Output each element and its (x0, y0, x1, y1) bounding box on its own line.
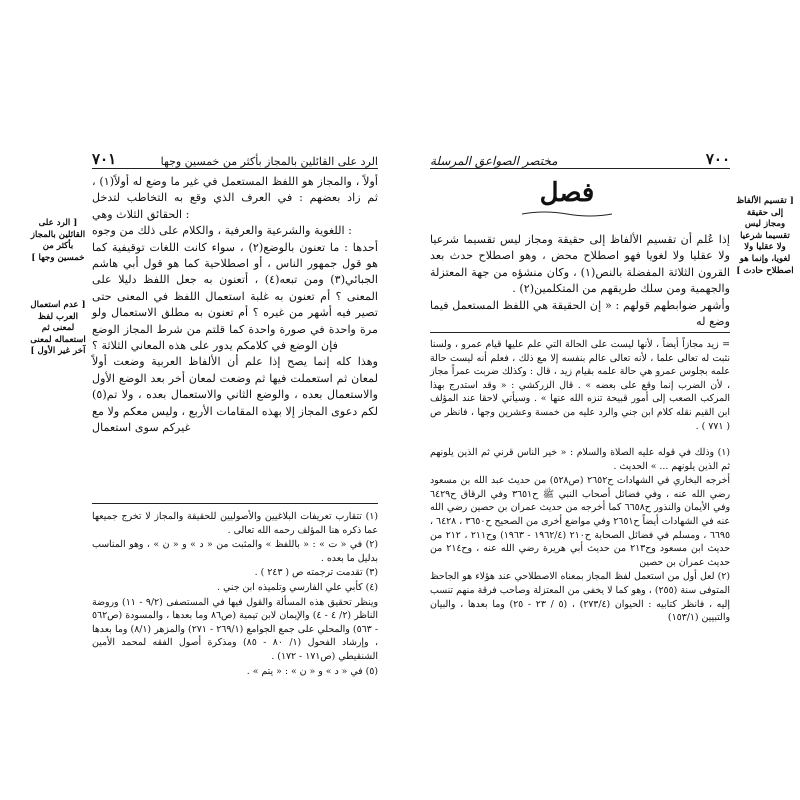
footnote: وينظر تحقيق هذه المسألة والقول فيها في المستصفى (٩/٢ - ١١) وروضة الناظر (٢/ ٤ - ٤) والإيمان لابن تيمية (ص٨٦ وما بعدها ، والمسودة (ص٥٦٢ - ٥٦٣) والمحلي على جمع الجوامع (٢٦٩/١ - ٢٧١) والمزهر (٨/١) وما بعدها ، وإرشاد الفحول (١/ ٨٠ - ٨٥) ومذكرة أصول الفقه لمحمد الأمين الشنقيطي (ص١٧١ - ١٧٢) . (92, 596, 378, 662)
left-footnotes (92, 510, 378, 679)
margin-note: [ عدم استعمال العرب لفظ لمعنى ثم استعماله لمعنى آخر غير الأول ] (30, 300, 86, 357)
footnote: (٤) كأبي علي الفارسي وتلميذه ابن جني . (217, 581, 378, 593)
footnote: (٣) تقدمت ترجمته ص ( ٢٤٣ ) . (254, 567, 378, 579)
paragraph: وأشهر ضوابطهم قولهم : « إن الحقيقة هي اللفظ المستعمل فيما وضع له (430, 298, 730, 329)
footnote-divider (92, 503, 378, 504)
paragraph: اللغوية والشرعية والعرفية ، والكلام على ذلك من وجوه : (92, 224, 352, 238)
page-number: ٧٠١ (92, 150, 117, 168)
heading-ornament (520, 210, 614, 218)
right-page-header (430, 142, 730, 169)
paragraph: أولاً ، والمجاز هو اللفظ المستعمل في غير ما وضع له أولاً(١) ، ثم زاد بعضهم : في العرف الذي وقع به التخاطب لتدخل الحقائق الثلاث وهي : (92, 175, 378, 221)
paragraph: إذا عُلم أن تقسيم الألفاظ إلى حقيقة ومجاز ليس تقسيما شرعيا ولا عقليا ولا لغويا فهو اصطلاح محض ، وهو اصطلاح حدث بعد القرون الثلاثة المفضلة بالنص(١) ، وكان منشؤه من جهة المعتزلة والجهمية ومن سلك طريقهم من المتكلمين(٢) . (430, 233, 730, 296)
footnote: (١) وذلك في قوله عليه الصلاة والسلام : « خير الناس قرني ثم الذين يلونهم ثم الذين يلونهم ... » الحديث . (430, 447, 730, 472)
footnote: (١) تتقارب تعريفات البلاغيين والأصوليين للحقيقة والمجاز لا تخرج جميعها عما ذكره هنا المؤلف رحمه الله تعالى . (92, 511, 378, 536)
section-heading: فصل (539, 178, 595, 208)
right-main-text (430, 232, 730, 330)
paragraph: وهذا كله إنما يصح إذا علم أن الألفاظ العربية وضعت أولاً لمعان ثم استعملت فيها ثم وضعت لمعان أخر بعد الوضع الأول والاستعمال بعده ، والوضع الثاني والاستعمال بعده ، ولا تم(٥) لكم دعوى المجاز إلا بهذه المقامات الأربع ، وليس معكم ولا مع غيركم سوى استعمال (92, 355, 378, 435)
running-title: مختصر الصواعق المرسلة (430, 154, 558, 168)
footnote: (٢) في « ت » : « باللفظ » والمثبت من « د » و « ن » ، وهو المناسب بدليل ما بعده . (92, 539, 378, 564)
continued-footnote: = زيد مجازاً أيضاً ، لأنها ليست على الحالة التي علم عليها قيام عمرو ، ولسنا نثبت له تعالى علما ، لأنه تعالى عالم بنفسه إلا مع ذلك ، فعلم أنه ليست حالة علمه بجلوس عمرو هي حالة علمه بقيام زيد ، قال : وكذلك ضربت عمراً مجاز ، لأن الضرب إنما وقع على بعضه » . قال الزركشي : « وقد استدرج بهذا المركب الصعب إلى أمور قبيحة تنزه الله عنها » . وسيأتي لاحقا عند المؤلف ابن القيم نقله كلام ابن جني والرد عليه من خمسة وعشرين وجها ، فانظر ص ( ٧٧١ ) . (430, 339, 730, 432)
left-main-text (92, 174, 378, 437)
paragraph: أحدها : ما تعنون بالوضع(٢) ، سواء كانت اللغات توقيفية كما هو قول جمهور الناس ، أو اصطلاحية كما هو قول أبي هاشم الجبائي(٣) ومن تبعه(٤) ، أتعنون به جعل اللفظ دليلا على المعنى ؟ أم تعنون به غلبة استعمال اللفظ في المعنى حتى تصير فيه أشهر من غيره ؟ أم تعنون به مطلق الاستعمال ولو مرة واحدة في صورة واحدة كما قلتم من شرط المجاز الوضع فإن الوضع في كلامكم يدور على هذه المعاني الثلاثة ؟ (92, 240, 379, 353)
page-number: ٧٠٠ (705, 150, 730, 168)
right-footnotes (430, 446, 730, 626)
footnote: أخرجه البخاري في الشهادات ح٢٦٥٢ (ص٥٢٨) من حديث عبد الله بن مسعود رضي الله عنه ، وفي فضائل أصحاب النبي ﷺ ح٣٦٥١ وفي الرقاق ح٦٤٢٩ وفي الأيمان والنذور ح٦٦٥٨ كما أخرجه من حديث عمران بن حصين رضي الله عنه في الشهادات أيضاً ح٢٦٥١ وفي مواضع أخرى من الصحيح ح٣٦٥٠ ، ٦٤٢٨ ، ٦٦٩٥ ، ومسلم في فضائل الصحابة ح٢١٠ (١٩٦٢/٤ - ١٩٦٣) وح٢١١ ، ٢١٢ من حديث ابن مسعود وح٢١٣ من حديث أبي هريرة رضي الله عنه ، وح٢١٤ من حديث عمران بن حصين (430, 475, 731, 568)
margin-note: [ تقسيم الألفاظ إلى حقيقة ومجاز ليس تقسيما شرعيا ولا عقليا ولا لغويا، وإنما هو اصطلاح حادث ] (736, 196, 794, 276)
running-title: الرد على القائلين بالمجاز بأكثر من خمسين وجها (160, 155, 378, 168)
left-page-header (92, 142, 378, 169)
footnote: (٢) لعل أول من استعمل لفظ المجاز بمعناه الاصطلاحي عند هؤلاء هو الجاحظ المتوفى سنة (٢٥٥) ، وهو كما لا يخفى من المعتزلة وصاحب فرقة منهم تنسب إليه ، فانظر كتابيه : الحيوان (٢٧٣/٤) ، (٥ / ٢٣ - ٢٥) وما بعدها ، والبيان والتبيين (١٥٣/١) (430, 571, 731, 624)
margin-note: [ الرد على القائلين بالمجاز بأكثر من خمسين وجها ] (30, 218, 86, 263)
footnote-divider (430, 332, 730, 333)
footnote: (٥) في « د » و « ن » : « يتم » . (246, 665, 378, 677)
